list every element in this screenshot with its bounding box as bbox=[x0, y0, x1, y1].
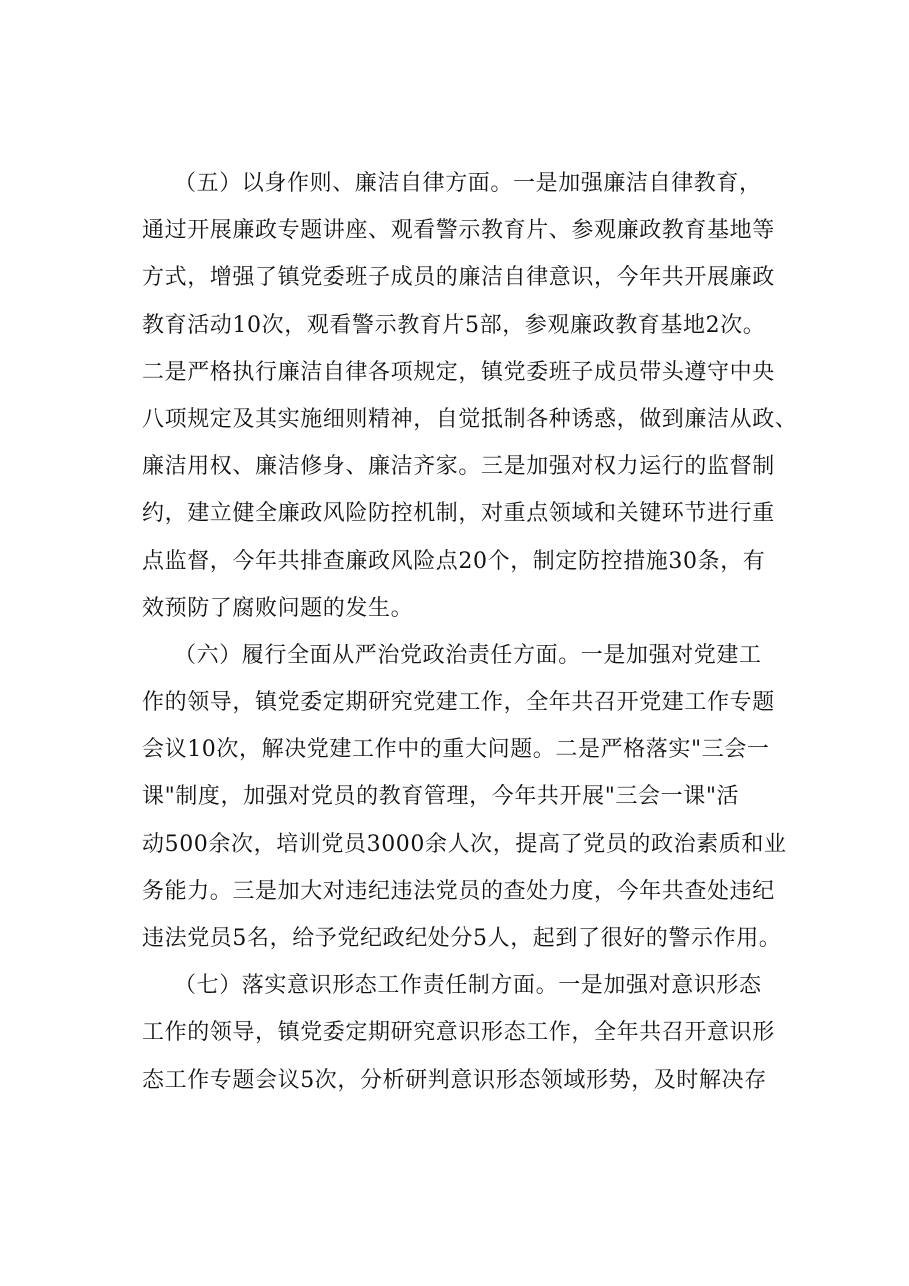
paragraph-7-line-3: 态工作专题会议5次，分析研判意识形态领域形势，及时解决存 bbox=[142, 1067, 767, 1093]
paragraph-5-line-9: 点监督，今年共排查廉政风险点20个，制定防控措施30条，有 bbox=[142, 548, 766, 574]
paragraph-5-line-3: 方式，增强了镇党委班子成员的廉洁自律意识，今年共开展廉政 bbox=[142, 265, 775, 291]
paragraph-6-line-3: 会议10次，解决党建工作中的重大问题。二是严格落实"三会一 bbox=[142, 737, 770, 763]
paragraph-5-line-6: 八项规定及其实施细则精神，自觉抵制各种诱惑，做到廉洁从政、 bbox=[142, 406, 798, 432]
paragraph-7-line-1: （七）落实意识形态工作责任制方面。一是加强对意识形态 bbox=[174, 973, 762, 999]
paragraph-5-line-7: 廉洁用权、廉洁修身、廉洁齐家。三是加强对权力运行的监督制 bbox=[142, 454, 775, 480]
paragraph-6-line-5: 动500余次，培训党员3000余人次，提高了党员的政治素质和业 bbox=[142, 831, 787, 857]
paragraph-5-line-8: 约，建立健全廉政风险防控机制，对重点领域和关键环节进行重 bbox=[142, 501, 775, 527]
paragraph-6-line-4: 课"制度，加强对党员的教育管理，今年共开展"三会一课"活 bbox=[142, 784, 740, 810]
paragraph-5-line-1: （五）以身作则、廉洁自律方面。一是加强廉洁自律教育， bbox=[174, 171, 762, 196]
paragraph-6-line-7: 违法党员5名，给予党纪政纪处分5人，起到了很好的警示作用。 bbox=[142, 926, 782, 951]
paragraph-6-line-2: 作的领导，镇党委定期研究党建工作，全年共召开党建工作专题 bbox=[142, 690, 775, 716]
paragraph-5-line-4: 教育活动10次，观看警示教育片5部，参观廉政教育基地2次。 bbox=[142, 312, 766, 338]
paragraph-7-line-2: 工作的领导，镇党委定期研究意识形态工作，全年共召开意识形 bbox=[142, 1020, 775, 1046]
paragraph-6-line-1: （六）履行全面从严治党政治责任方面。一是加强对党建工 bbox=[174, 642, 762, 668]
paragraph-5-line-2: 通过开展廉政专题讲座、观看警示教育片、参观廉政教育基地等 bbox=[142, 218, 775, 244]
document-body bbox=[142, 160, 802, 1104]
paragraph-5-line-10: 效预防了腐败问题的发生。 bbox=[142, 595, 414, 621]
paragraph-6-line-6: 务能力。三是加大对违纪违法党员的查处力度，今年共查处违纪 bbox=[142, 878, 775, 904]
paragraph-5-line-5: 二是严格执行廉洁自律各项规定，镇党委班子成员带头遵守中央 bbox=[142, 359, 775, 385]
